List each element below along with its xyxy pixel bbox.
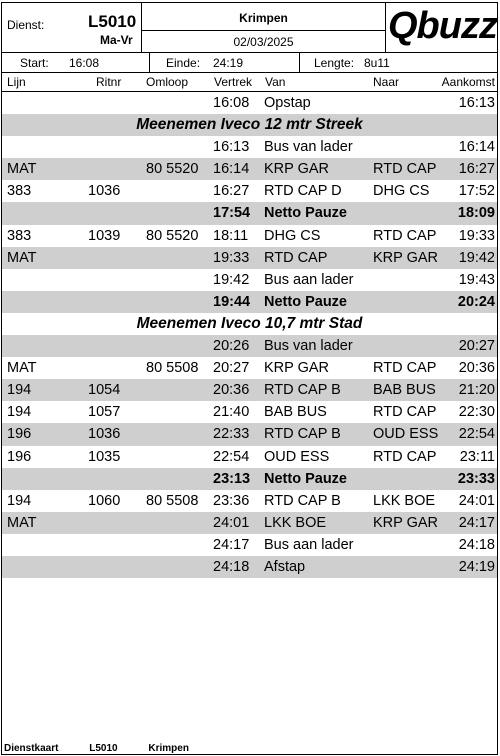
- cell-aankomst: 22:30: [458, 404, 495, 421]
- cell-aankomst: 20:36: [458, 360, 495, 377]
- table-row: [2, 379, 497, 401]
- cell-ritnr: 1054: [88, 382, 121, 399]
- cell-van: Netto Pauze: [264, 205, 347, 222]
- cell-lijn: 196: [7, 426, 32, 443]
- divider: [385, 3, 386, 52]
- section-row: [2, 313, 497, 335]
- cell-aankomst: 17:52: [458, 183, 495, 200]
- length-value: 8u11: [364, 56, 390, 70]
- col-aankomst: Aankomst: [441, 75, 495, 89]
- table-row: [2, 92, 497, 114]
- footer-place: Krimpen: [148, 743, 189, 754]
- table-row: [2, 335, 497, 357]
- card-header: [2, 3, 497, 53]
- cell-ritnr: 1057: [88, 404, 121, 421]
- cell-aankomst: 19:33: [458, 227, 495, 244]
- cell-aankomst: 23:33: [457, 470, 495, 487]
- cell-vertrek: 24:18: [213, 558, 250, 575]
- cell-van: RTD CAP: [264, 249, 328, 266]
- cell-omloop: 80 5520: [146, 161, 199, 178]
- cell-ritnr: 1036: [88, 183, 121, 200]
- dienst-days: Ma-Vr: [100, 33, 133, 47]
- table-row: [2, 136, 497, 158]
- cell-van: Bus van lader: [264, 139, 353, 156]
- column-headers: [2, 73, 497, 92]
- cell-ritnr: 1035: [88, 448, 121, 465]
- dienst-label: Dienst:: [7, 18, 45, 32]
- schedule-table: [2, 92, 497, 578]
- cell-aankomst: 20:27: [458, 338, 495, 355]
- dienst-number: L5010: [88, 12, 137, 31]
- cell-van: RTD CAP B: [264, 492, 341, 509]
- table-row: [2, 225, 497, 247]
- cell-omloop: 80 5508: [146, 492, 199, 509]
- cell-lijn: MAT: [7, 514, 37, 531]
- cell-vertrek: 19:44: [213, 293, 251, 310]
- col-vertrek: Vertrek: [214, 75, 253, 89]
- cell-vertrek: 23:36: [213, 492, 250, 509]
- cell-lijn: 383: [7, 183, 32, 200]
- col-omloop: Omloop: [146, 75, 189, 89]
- table-row: [2, 423, 497, 445]
- cell-naar: RTD CAP: [373, 227, 437, 244]
- end-label: Einde:: [166, 56, 201, 70]
- cell-naar: BAB BUS: [373, 382, 436, 399]
- cell-van: RTD CAP D: [264, 183, 342, 200]
- cell-vertrek: 23:13: [213, 470, 251, 487]
- length-label: Lengte:: [314, 56, 355, 70]
- cell-aankomst: 19:42: [458, 249, 495, 266]
- table-row: [2, 180, 497, 202]
- cell-van: KRP GAR: [264, 360, 330, 377]
- cell-van: Opstap: [264, 95, 311, 111]
- cell-vertrek: 16:08: [213, 95, 250, 111]
- cell-vertrek: 16:14: [213, 161, 250, 178]
- cell-vertrek: 19:33: [213, 249, 250, 266]
- cell-aankomst: 24:17: [458, 514, 495, 531]
- cell-van: LKK BOE: [264, 514, 327, 531]
- cell-van: KRP GAR: [264, 161, 330, 178]
- cell-aankomst: 16:27: [458, 161, 495, 178]
- table-row: [2, 247, 497, 269]
- cell-aankomst: 24:01: [458, 492, 495, 509]
- cell-vertrek: 17:54: [213, 205, 251, 222]
- divider: [149, 53, 150, 72]
- table-row: [2, 158, 497, 180]
- table-row: [2, 490, 497, 512]
- cell-vertrek: 16:27: [213, 183, 250, 200]
- date: 02/03/2025: [233, 35, 294, 49]
- cell-lijn: 194: [7, 404, 32, 421]
- cell-lijn: MAT: [7, 161, 37, 178]
- cell-aankomst: 16:13: [458, 95, 495, 111]
- cell-van: Netto Pauze: [264, 293, 347, 310]
- cell-aankomst: 18:09: [457, 205, 495, 222]
- cell-naar: KRP GAR: [373, 514, 439, 531]
- pause-row: [2, 468, 497, 490]
- cell-naar: RTD CAP: [373, 360, 437, 377]
- cell-van: RTD CAP B: [264, 382, 341, 399]
- cell-vertrek: 21:40: [213, 404, 250, 421]
- cell-aankomst: 24:18: [458, 536, 495, 553]
- cell-vertrek: 24:01: [213, 514, 250, 531]
- table-row: [2, 446, 497, 468]
- cell-aankomst: 20:24: [457, 293, 495, 310]
- cell-van: OUD ESS: [264, 448, 330, 465]
- divider: [142, 30, 385, 31]
- cell-aankomst: 23:11: [459, 448, 495, 465]
- cell-lijn: 383: [7, 227, 32, 244]
- cell-aankomst: 19:43: [458, 271, 495, 288]
- cell-lijn: 194: [7, 382, 32, 399]
- cell-vertrek: 16:13: [213, 139, 250, 156]
- cell-naar: LKK BOE: [373, 492, 436, 509]
- col-ritnr: Ritnr: [96, 75, 122, 89]
- table-row: [2, 512, 497, 534]
- section-title: Meenemen Iveco 10,7 mtr Stad: [136, 314, 363, 332]
- duty-card: [1, 2, 498, 755]
- footer-dienst: L5010: [89, 743, 118, 754]
- cell-van: DHG CS: [264, 227, 321, 244]
- cell-lijn: MAT: [7, 360, 37, 377]
- cell-van: Netto Pauze: [264, 470, 347, 487]
- cell-naar: RTD CAP: [373, 161, 437, 178]
- cell-naar: KRP GAR: [373, 249, 439, 266]
- cell-naar: RTD CAP: [373, 404, 437, 421]
- cell-van: RTD CAP B: [264, 426, 341, 443]
- cell-vertrek: 19:42: [213, 271, 250, 288]
- cell-van: Bus van lader: [264, 338, 353, 355]
- cell-van: Afstap: [264, 558, 306, 575]
- cell-aankomst: 21:20: [458, 382, 495, 399]
- divider: [299, 53, 300, 72]
- cell-vertrek: 24:17: [213, 536, 250, 553]
- table-row: [2, 556, 497, 578]
- col-naar: Naar: [373, 75, 400, 89]
- cell-omloop: 80 5520: [146, 227, 199, 244]
- cell-lijn: MAT: [7, 249, 37, 266]
- cell-van: Bus aan lader: [264, 271, 354, 288]
- cell-ritnr: 1036: [88, 426, 121, 443]
- cell-naar: OUD ESS: [373, 426, 439, 443]
- cell-lijn: 194: [7, 492, 32, 509]
- col-van: Van: [265, 75, 286, 89]
- cell-vertrek: 18:11: [213, 227, 249, 244]
- place-name: Krimpen: [239, 11, 288, 25]
- cell-vertrek: 20:27: [213, 360, 250, 377]
- times-bar: [2, 53, 497, 73]
- cell-aankomst: 22:54: [458, 426, 495, 443]
- table-row: [2, 357, 497, 379]
- cell-vertrek: 22:33: [213, 426, 250, 443]
- start-time: 16:08: [69, 56, 100, 70]
- table-row: [2, 269, 497, 291]
- col-lijn: Lijn: [7, 75, 26, 89]
- cell-vertrek: 20:26: [213, 338, 250, 355]
- qbuzz-logo: Qbuzz: [388, 5, 497, 47]
- cell-aankomst: 16:14: [458, 139, 495, 156]
- pause-row: [2, 291, 497, 313]
- cell-omloop: 80 5508: [146, 360, 199, 377]
- cell-naar: DHG CS: [373, 183, 430, 200]
- cell-van: BAB BUS: [264, 404, 327, 421]
- footer: [4, 743, 217, 754]
- start-label: Start:: [20, 56, 49, 70]
- cell-naar: RTD CAP: [373, 448, 437, 465]
- section-row: [2, 114, 497, 136]
- cell-van: Bus aan lader: [264, 536, 354, 553]
- end-time: 24:19: [213, 56, 244, 70]
- pause-row: [2, 202, 497, 224]
- footer-title: Dienstkaart: [4, 743, 59, 754]
- cell-lijn: 196: [7, 448, 32, 465]
- section-title: Meenemen Iveco 12 mtr Streek: [136, 116, 363, 134]
- cell-vertrek: 20:36: [213, 382, 250, 399]
- table-row: [2, 401, 497, 423]
- cell-aankomst: 24:19: [458, 558, 495, 575]
- cell-ritnr: 1039: [88, 227, 121, 244]
- cell-ritnr: 1060: [88, 492, 121, 509]
- table-row: [2, 534, 497, 556]
- cell-vertrek: 22:54: [213, 448, 250, 465]
